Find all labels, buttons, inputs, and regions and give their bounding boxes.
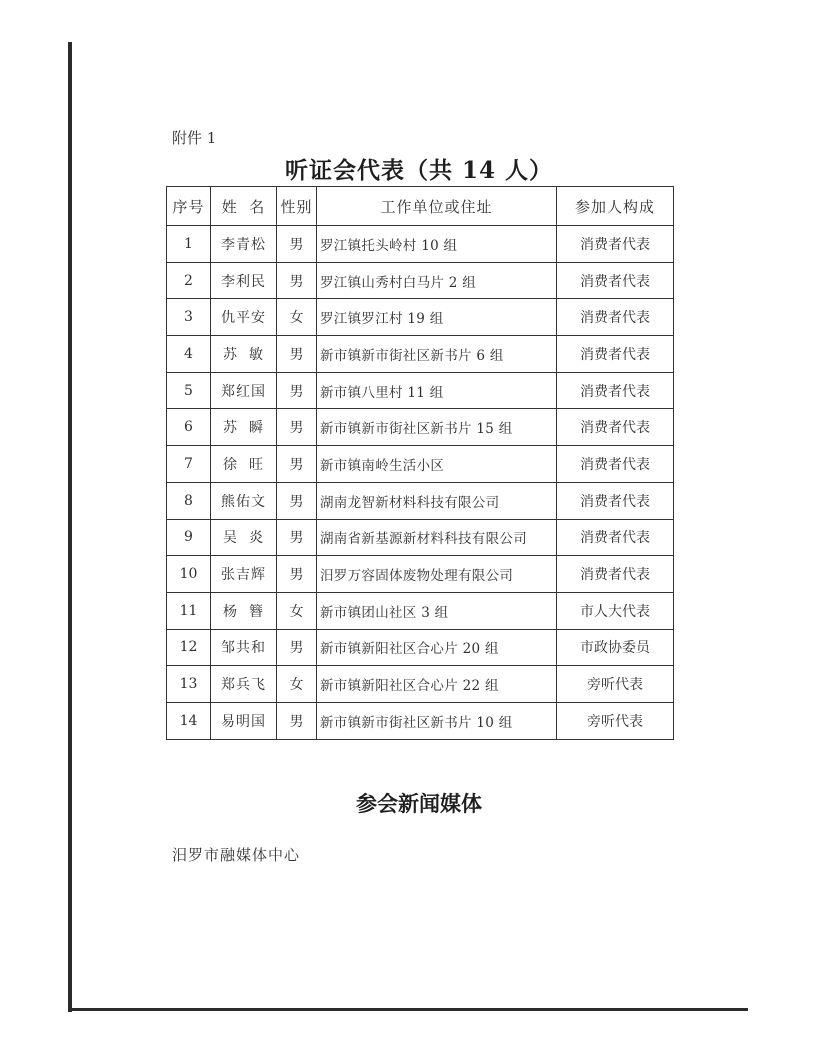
table-row bbox=[167, 226, 674, 263]
cell-no: 5 bbox=[167, 372, 211, 409]
table-row bbox=[167, 519, 674, 556]
media-item: 汨罗市融媒体中心 bbox=[172, 846, 301, 864]
page-title: 听证会代表（共 14 人） bbox=[284, 157, 554, 184]
cell-no: 7 bbox=[167, 446, 211, 483]
table-row bbox=[167, 336, 674, 373]
cell-no: 3 bbox=[167, 299, 211, 336]
table-row bbox=[167, 702, 674, 739]
cell-name: 仇平安 bbox=[211, 299, 277, 336]
cell-role: 市人大代表 bbox=[557, 592, 674, 629]
cell-address: 新市镇八里村 11 组 bbox=[317, 372, 557, 409]
cell-no: 11 bbox=[167, 592, 211, 629]
table-row bbox=[167, 592, 674, 629]
scan-edge-bottom bbox=[68, 1008, 748, 1011]
cell-name: 徐 旺 bbox=[211, 446, 277, 483]
table-header-row bbox=[167, 187, 674, 226]
cell-role: 消费者代表 bbox=[557, 519, 674, 556]
scan-edge-left bbox=[68, 42, 72, 1012]
cell-gender: 男 bbox=[277, 519, 317, 556]
representatives-table bbox=[166, 186, 674, 740]
cell-address: 新市镇新阳社区合心片 20 组 bbox=[317, 629, 557, 666]
cell-role: 消费者代表 bbox=[557, 446, 674, 483]
cell-gender: 男 bbox=[277, 262, 317, 299]
cell-no: 8 bbox=[167, 482, 211, 519]
cell-name: 苏 瞬 bbox=[211, 409, 277, 446]
cell-no: 12 bbox=[167, 629, 211, 666]
cell-address: 罗江镇罗江村 19 组 bbox=[317, 299, 557, 336]
cell-address: 新市镇团山社区 3 组 bbox=[317, 592, 557, 629]
cell-role: 消费者代表 bbox=[557, 556, 674, 593]
table-row bbox=[167, 446, 674, 483]
header-role: 参加人构成 bbox=[557, 187, 674, 226]
cell-gender: 女 bbox=[277, 299, 317, 336]
cell-gender: 女 bbox=[277, 592, 317, 629]
table-row bbox=[167, 262, 674, 299]
cell-name: 邹共和 bbox=[211, 629, 277, 666]
cell-role: 消费者代表 bbox=[557, 299, 674, 336]
table-row bbox=[167, 666, 674, 703]
table-row bbox=[167, 482, 674, 519]
table-body bbox=[167, 226, 674, 740]
cell-name: 吴 炎 bbox=[211, 519, 277, 556]
cell-no: 6 bbox=[167, 409, 211, 446]
cell-role: 消费者代表 bbox=[557, 336, 674, 373]
cell-role: 消费者代表 bbox=[557, 482, 674, 519]
cell-gender: 男 bbox=[277, 409, 317, 446]
cell-role: 消费者代表 bbox=[557, 372, 674, 409]
cell-gender: 男 bbox=[277, 629, 317, 666]
cell-address: 新市镇新阳社区合心片 22 组 bbox=[317, 666, 557, 703]
cell-address: 汨罗万容固体废物处理有限公司 bbox=[317, 556, 557, 593]
cell-role: 旁听代表 bbox=[557, 666, 674, 703]
cell-gender: 男 bbox=[277, 702, 317, 739]
cell-role: 消费者代表 bbox=[557, 409, 674, 446]
cell-gender: 男 bbox=[277, 446, 317, 483]
cell-name: 熊佑文 bbox=[211, 482, 277, 519]
cell-name: 李青松 bbox=[211, 226, 277, 263]
cell-role: 消费者代表 bbox=[557, 226, 674, 263]
header-name: 姓 名 bbox=[211, 187, 277, 226]
cell-name: 郑兵飞 bbox=[211, 666, 277, 703]
cell-no: 2 bbox=[167, 262, 211, 299]
cell-role: 消费者代表 bbox=[557, 262, 674, 299]
cell-address: 罗江镇山秀村白马片 2 组 bbox=[317, 262, 557, 299]
cell-no: 14 bbox=[167, 702, 211, 739]
table-row bbox=[167, 409, 674, 446]
cell-no: 10 bbox=[167, 556, 211, 593]
table-row bbox=[167, 556, 674, 593]
cell-gender: 男 bbox=[277, 226, 317, 263]
table-row bbox=[167, 372, 674, 409]
cell-name: 杨 簪 bbox=[211, 592, 277, 629]
cell-role: 市政协委员 bbox=[557, 629, 674, 666]
cell-address: 罗江镇托头岭村 10 组 bbox=[317, 226, 557, 263]
attachment-label: 附件 1 bbox=[172, 129, 217, 147]
cell-gender: 女 bbox=[277, 666, 317, 703]
cell-name: 易明国 bbox=[211, 702, 277, 739]
cell-no: 13 bbox=[167, 666, 211, 703]
cell-gender: 男 bbox=[277, 482, 317, 519]
cell-name: 郑红国 bbox=[211, 372, 277, 409]
cell-address: 新市镇南岭生活小区 bbox=[317, 446, 557, 483]
cell-gender: 男 bbox=[277, 556, 317, 593]
header-address: 工作单位或住址 bbox=[317, 187, 557, 226]
cell-name: 李利民 bbox=[211, 262, 277, 299]
header-gender: 性别 bbox=[277, 187, 317, 226]
cell-name: 苏 敏 bbox=[211, 336, 277, 373]
cell-gender: 男 bbox=[277, 372, 317, 409]
cell-gender: 男 bbox=[277, 336, 317, 373]
cell-address: 湖南龙智新材料科技有限公司 bbox=[317, 482, 557, 519]
media-heading: 参会新闻媒体 bbox=[356, 791, 482, 816]
cell-role: 旁听代表 bbox=[557, 702, 674, 739]
cell-address: 新市镇新市街社区新书片 10 组 bbox=[317, 702, 557, 739]
cell-address: 新市镇新市街社区新书片 6 组 bbox=[317, 336, 557, 373]
cell-no: 1 bbox=[167, 226, 211, 263]
cell-name: 张吉辉 bbox=[211, 556, 277, 593]
table-row bbox=[167, 629, 674, 666]
table-row bbox=[167, 299, 674, 336]
cell-no: 4 bbox=[167, 336, 211, 373]
cell-address: 新市镇新市街社区新书片 15 组 bbox=[317, 409, 557, 446]
cell-no: 9 bbox=[167, 519, 211, 556]
cell-address: 湖南省新基源新材料科技有限公司 bbox=[317, 519, 557, 556]
header-no: 序号 bbox=[167, 187, 211, 226]
